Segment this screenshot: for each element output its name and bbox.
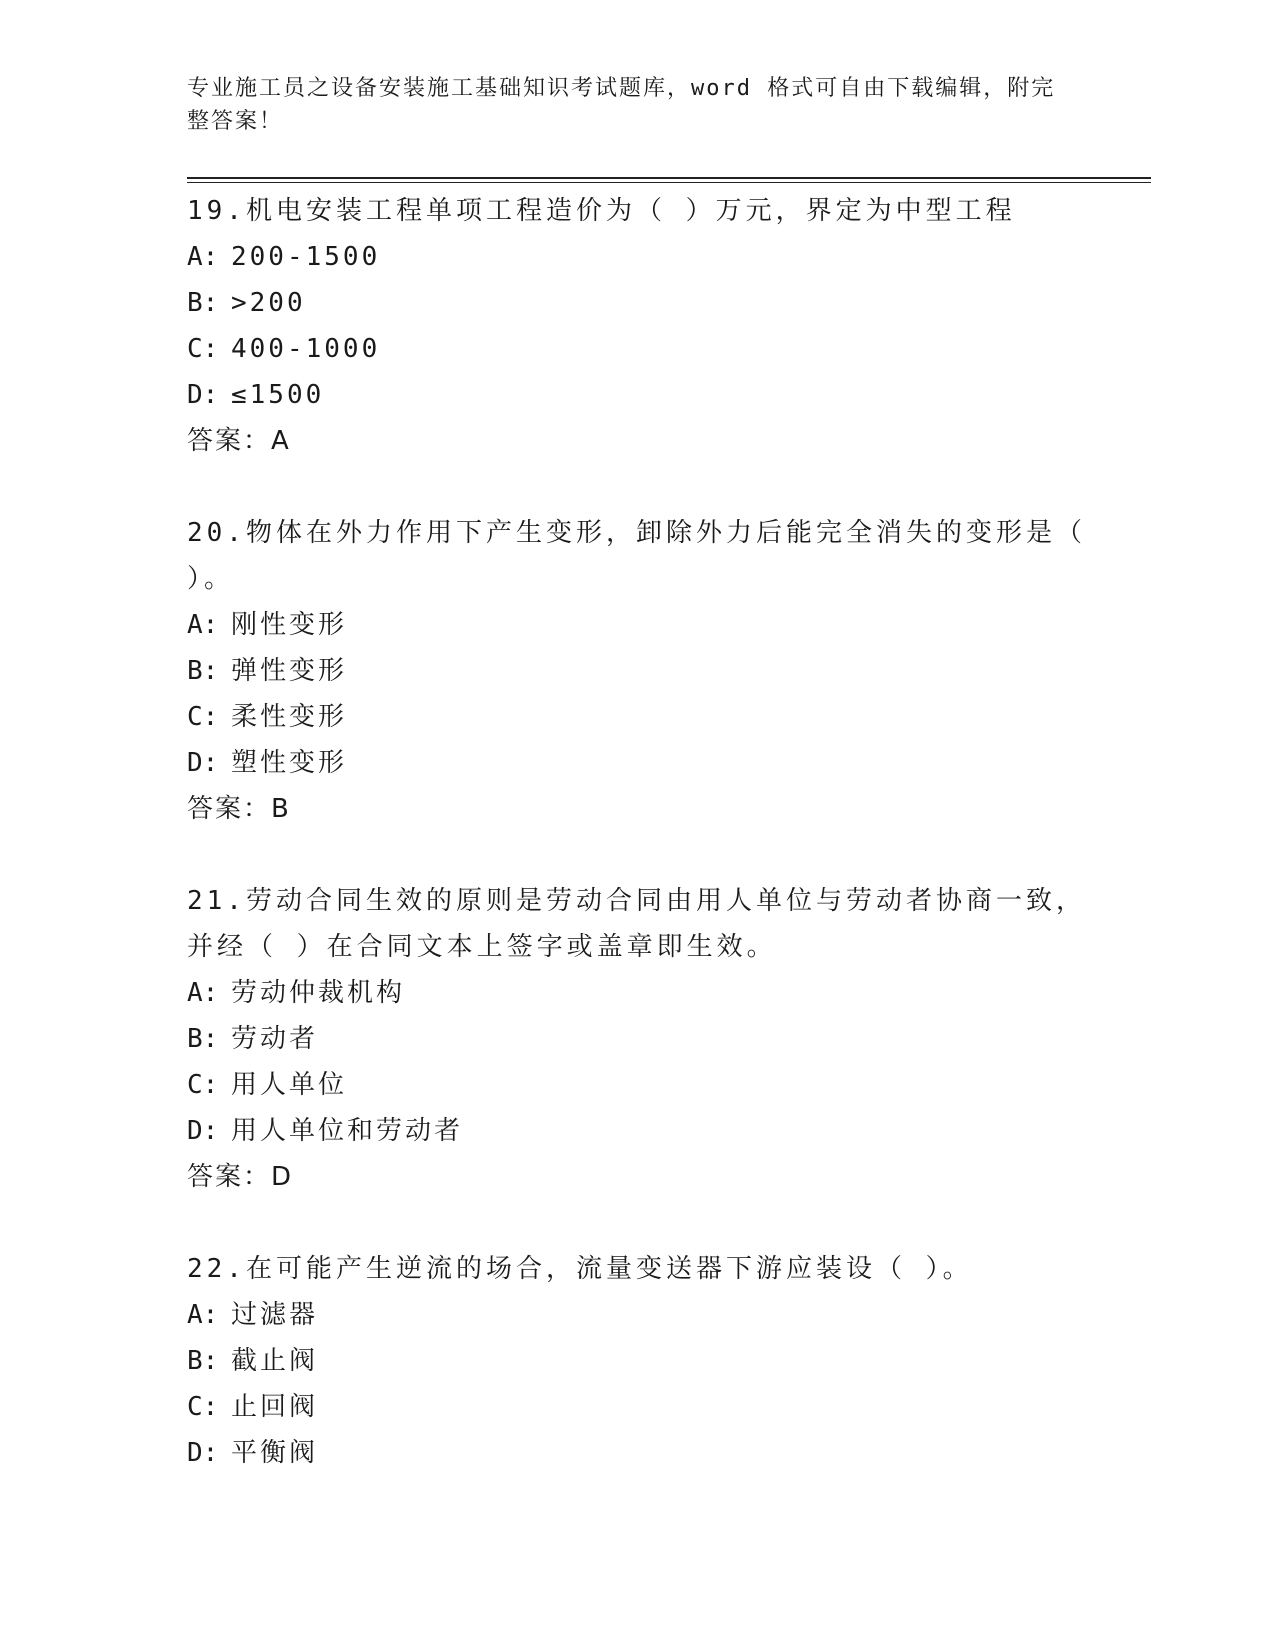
option-text: 400-1000 — [231, 334, 381, 364]
option-d — [187, 740, 1087, 786]
option-text: >200 — [231, 288, 306, 318]
option-letter: C: — [187, 334, 219, 364]
option-d — [187, 1108, 1087, 1154]
option-a — [187, 234, 1087, 280]
question-19 — [187, 188, 1087, 464]
option-c — [187, 326, 1087, 372]
question-22 — [187, 1246, 1087, 1476]
option-letter: D: — [187, 380, 219, 410]
option-b — [187, 280, 1087, 326]
option-text: 过滤器 — [231, 1300, 319, 1330]
option-text: 截止阀 — [231, 1346, 319, 1376]
option-letter: A: — [187, 1300, 219, 1330]
option-text: 用人单位 — [231, 1070, 348, 1100]
option-letter: D: — [187, 748, 219, 778]
option-text: 平衡阀 — [231, 1438, 319, 1468]
option-b — [187, 648, 1087, 694]
question-list — [187, 188, 1087, 1522]
answer-text: 答案：D — [187, 1162, 294, 1192]
option-letter: B: — [187, 288, 219, 318]
option-text: ≤1500 — [231, 380, 325, 410]
option-text: 柔性变形 — [231, 702, 348, 732]
option-letter: D: — [187, 1116, 219, 1146]
option-c — [187, 1384, 1087, 1430]
option-text: 200-1500 — [231, 242, 381, 272]
option-letter: A: — [187, 978, 219, 1008]
option-letter: A: — [187, 610, 219, 640]
option-letter: B: — [187, 1024, 219, 1054]
option-letter: D: — [187, 1438, 219, 1468]
header-rule-thin — [187, 182, 1151, 183]
question-text: 21.劳动合同生效的原则是劳动合同由用人单位与劳动者协商一致，并经（ ）在合同文本上签字或盖章即生效。 — [187, 886, 1086, 962]
option-text: 止回阀 — [231, 1392, 319, 1422]
option-letter: B: — [187, 656, 219, 686]
option-text: 塑性变形 — [231, 748, 348, 778]
option-text: 劳动仲裁机构 — [231, 978, 406, 1008]
option-b — [187, 1016, 1087, 1062]
question-text: 20.物体在外力作用下产生变形，卸除外力后能完全消失的变形是（ ）。 — [187, 518, 1086, 594]
option-letter: B: — [187, 1346, 219, 1376]
option-b — [187, 1338, 1087, 1384]
option-d — [187, 1430, 1087, 1476]
option-letter: C: — [187, 1392, 219, 1422]
option-letter: A: — [187, 242, 219, 272]
option-letter: C: — [187, 702, 219, 732]
option-c — [187, 1062, 1087, 1108]
option-a — [187, 602, 1087, 648]
question-20 — [187, 510, 1087, 832]
option-text: 弹性变形 — [231, 656, 348, 686]
answer-text: 答案：B — [187, 794, 291, 824]
option-a — [187, 1292, 1087, 1338]
answer-text: 答案：A — [187, 426, 291, 456]
option-text: 用人单位和劳动者 — [231, 1116, 464, 1146]
option-letter: C: — [187, 1070, 219, 1100]
option-a — [187, 970, 1087, 1016]
question-text: 19.机电安装工程单项工程造价为（ ）万元，界定为中型工程 — [187, 196, 1016, 226]
question-text: 22.在可能产生逆流的场合，流量变送器下游应装设（ ）。 — [187, 1254, 973, 1284]
document-header: 专业施工员之设备安装施工基础知识考试题库，word 格式可自由下载编辑，附完整答案！ — [187, 76, 1056, 134]
option-text: 刚性变形 — [231, 610, 348, 640]
option-c — [187, 694, 1087, 740]
option-text: 劳动者 — [231, 1024, 319, 1054]
question-21 — [187, 878, 1087, 1200]
option-d — [187, 372, 1087, 418]
header-rule-thick — [187, 177, 1151, 179]
